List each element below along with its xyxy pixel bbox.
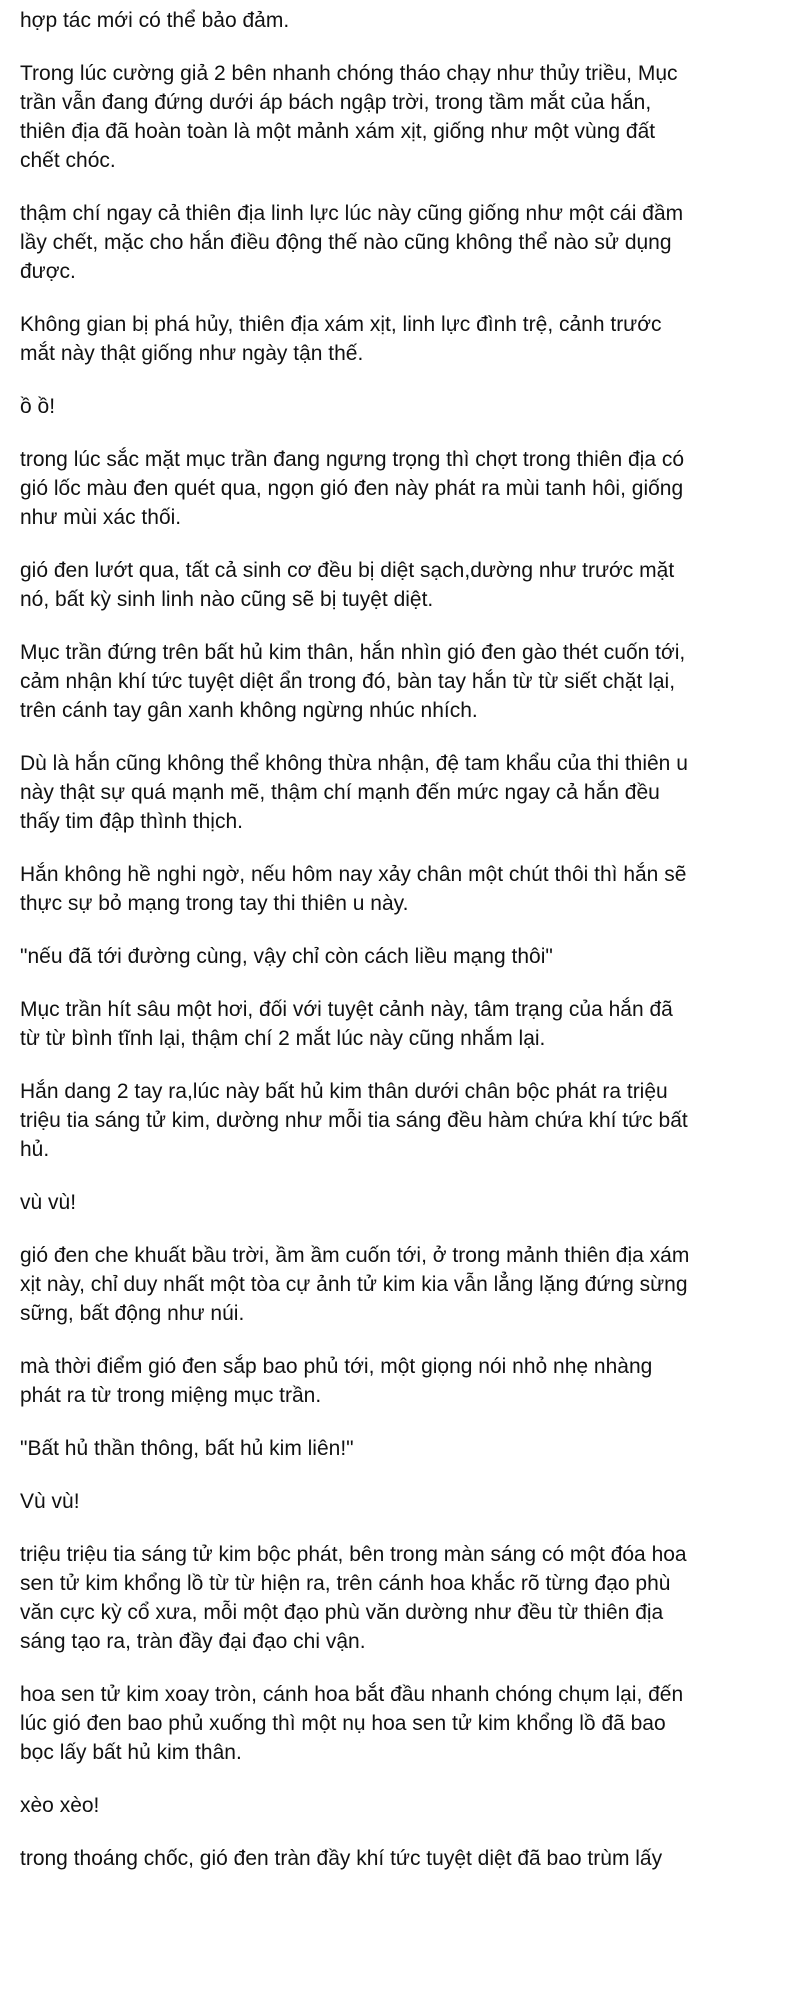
paragraph-6: trong lúc sắc mặt mục trần đang ngưng trọng thì chợt trong thiên địa có gió lốc màu đen quét qua, ngọn gió đen này phát ra mùi tanh hôi, giống như mùi xác thối. [20,448,685,529]
paragraph-16: mà thời điểm gió đen sắp bao phủ tới, một giọng nói nhỏ nhẹ nhàng phát ra từ trong miệng mục trần. [20,1355,653,1407]
paragraph-17: "Bất hủ thần thông, bất hủ kim liên!" [20,1437,354,1460]
paragraph-9: Dù là hắn cũng không thể không thừa nhận, đệ tam khẩu của thi thiên u này thật sự quá mạnh mẽ, thậm chí mạnh đến mức ngay cả hắn đều thấy tim đập thình thịch. [20,752,688,833]
paragraph-14: vù vù! [20,1191,77,1214]
paragraph-4: Không gian bị phá hủy, thiên địa xám xịt, linh lực đình trệ, cảnh trước mắt này thật giống như ngày tận thế. [20,313,662,365]
paragraph-3: thậm chí ngay cả thiên địa linh lực lúc này cũng giống như một cái đầm lầy chết, mặc cho hắn điều động thế nào cũng không thể nào sử dụng được. [20,202,684,283]
paragraph-7: gió đen lướt qua, tất cả sinh cơ đều bị diệt sạch,dường như trước mặt nó, bất kỳ sinh linh nào cũng sẽ bị tuyệt diệt. [20,559,675,611]
paragraph-8: Mục trần đứng trên bất hủ kim thân, hắn nhìn gió đen gào thét cuốn tới, cảm nhận khí tức tuyệt diệt ẩn trong đó, bàn tay hắn từ từ siết chặt lại, trên cánh tay gân xanh không ngừng nhúc nhích. [20,641,686,722]
paragraph-18: Vù vù! [20,1490,80,1513]
paragraph-21: xèo xèo! [20,1794,100,1817]
paragraph-22: trong thoáng chốc, gió đen tràn đầy khí tức tuyệt diệt đã bao trùm lấy [20,1847,663,1870]
paragraph-20: hoa sen tử kim xoay tròn, cánh hoa bắt đầu nhanh chóng chụm lại, đến lúc gió đen bao phủ xuống thì một nụ hoa sen tử kim khổng lồ đã bao bọc lấy bất hủ kim thân. [20,1683,684,1764]
paragraph-2: Trong lúc cường giả 2 bên nhanh chóng tháo chạy như thủy triều, Mục trần vẫn đang đứng dưới áp bách ngập trời, trong tầm mắt của hắn, thiên địa đã hoàn toàn là một mảnh xám xịt, giống như một vùng đất chết chóc. [20,62,678,172]
paragraph-19: triệu triệu tia sáng tử kim bộc phát, bên trong màn sáng có một đóa hoa sen tử kim khổng lồ từ từ hiện ra, trên cánh hoa khắc rõ từng đạo phù văn cực kỳ cổ xưa, mỗi một đạo phù văn dường như đều từ thiên địa sáng tạo ra, tràn đầy đại đạo chi vận. [20,1543,687,1653]
paragraph-1: hợp tác mới có thể bảo đảm. [20,9,290,32]
paragraph-11: "nếu đã tới đường cùng, vậy chỉ còn cách liều mạng thôi" [20,945,553,968]
paragraph-12: Mục trần hít sâu một hơi, đối với tuyệt cảnh này, tâm trạng của hắn đã từ từ bình tĩnh lại, thậm chí 2 mắt lúc này cũng nhắm lại. [20,998,673,1050]
paragraph-10: Hắn không hề nghi ngờ, nếu hôm nay xảy chân một chút thôi thì hắn sẽ thực sự bỏ mạng trong tay thi thiên u này. [20,863,687,915]
paragraph-5: ồ ồ! [20,395,56,418]
paragraph-15: gió đen che khuất bầu trời, ầm ầm cuốn tới, ở trong mảnh thiên địa xám xịt này, chỉ duy nhất một tòa cự ảnh tử kim kia vẫn lẳng lặng đứng sừng sững, bất động như núi. [20,1244,690,1325]
paragraph-13: Hắn dang 2 tay ra,lúc này bất hủ kim thân dưới chân bộc phát ra triệu triệu tia sáng tử kim, dường như mỗi tia sáng đều hàm chứa khí tức bất hủ. [20,1080,688,1161]
